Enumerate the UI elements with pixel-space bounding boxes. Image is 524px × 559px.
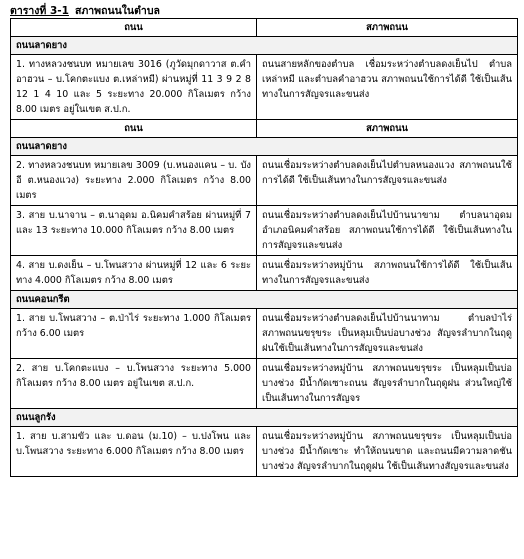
header-road: ถนน — [11, 19, 257, 37]
table-row — [11, 427, 518, 477]
table-row — [11, 206, 518, 256]
section-title-paved: ถนนลาดยาง — [11, 37, 518, 55]
condition-cell: ถนนเชื่อมระหว่างตำบลดงเย็นไปตำบลหนองแวง สภาพถนนใช้การได้ดี ใช้เป็นเส้นทางในการสัญจรและขนส่ง — [257, 156, 518, 206]
condition-cell: ถนนสายหลักของตำบล เชื่อมระหว่างตำบลดงเย็นไป ตำบลเหล่าหมี และตำบลคำอาฮวน สภาพถนนใช้การได้ดี ใช้เป็นเส้นทางในการสัญจรและขนส่ง — [257, 55, 518, 120]
road-cell: 2. สาย บ.โคกตะแบง – บ.โพนสวาง ระยะทาง 5.000 กิโลเมตร กว้าง 8.00 เมตร อยู่ในเขต ส.ป.ก. — [11, 359, 257, 409]
header-row — [11, 19, 518, 37]
table-row — [11, 55, 518, 120]
table-row — [11, 309, 518, 359]
section-title-laterite: ถนนลูกรัง — [11, 409, 518, 427]
road-cell: 1. สาย บ.สามขัว และ บ.ดอน (ม.10) – บ.ปงโพน และ บ.โพนสวาง ระยะทาง 6.000 กิโลเมตร กว้าง 8.00 เมตร — [11, 427, 257, 477]
condition-cell: ถนนเชื่อมระหว่างหมู่บ้าน สภาพถนนขรุขระ เป็นหลุมเป็นบ่อบางช่วง มีน้ำกัดเซาะถนน สัญจรลำบากในฤดูฝน ส่วนใหญ่ใช้เป็นเส้นทางในการสัญจร — [257, 359, 518, 409]
condition-cell: ถนนเชื่อมระหว่างหมู่บ้าน สภาพถนนใช้การได้ดี ใช้เป็นเส้นทางในการสัญจรและขนส่ง — [257, 256, 518, 291]
table-title: สภาพถนนในตำบล — [74, 5, 160, 17]
table-row — [11, 256, 518, 291]
condition-cell: ถนนเชื่อมระหว่างตำบลดงเย็นไปบ้านนาขาม ตำบลนาอุดม อำเภอนิคมคำสร้อย สภาพถนนใช้การได้ดี ใช้เป็นเส้นทางในการสัญจรและขนส่ง — [257, 206, 518, 256]
header-condition: สภาพถนน — [257, 19, 518, 37]
table-row — [11, 156, 518, 206]
section-row — [11, 37, 518, 55]
road-cell: 2. ทางหลวงชนบท หมายเลข 3009 (บ.หนองแคน – บ. บังอี ต.หนองแวง) ระยะทาง 2.000 กิโลเมตร กว้าง 8.00 เมตร — [11, 156, 257, 206]
header-condition: สภาพถนน — [257, 120, 518, 138]
header-row-repeat — [11, 120, 518, 138]
road-cell: 4. สาย บ.ดงเย็น – บ.โพนสวาง ผ่านหมู่ที่ 12 และ 6 ระยะทาง 4.000 กิโลเมตร กว้าง 8.00 เมตร — [11, 256, 257, 291]
section-row — [11, 291, 518, 309]
condition-cell: ถนนเชื่อมระหว่างหมู่บ้าน สภาพถนนขรุขระ เป็นหลุมเป็นบ่อบางช่วง มีน้ำกัดเซาะ ทำให้ถนนขาด และถนนมีความลาดชันบางช่วง สัญจรลำบากในฤดูฝน ใช้เป็นเส้นทางสัญจรและขนส่ง — [257, 427, 518, 477]
table-caption — [10, 2, 160, 19]
road-cell: 3. สาย บ.นาจาน – ต.นาอุดม อ.นิคมคำสร้อย ผ่านหมู่ที่ 7 และ 13 ระยะทาง 10.000 กิโลเมตร กว้าง 8.00 เมตร — [11, 206, 257, 256]
section-title-concrete: ถนนคอนกรีต — [11, 291, 518, 309]
road-cell: 1. ทางหลวงชนบท หมายเลข 3016 (ภูวัดมุกดาวาส ต.คำอาฮวน – บ.โคกตะแบง ต.เหล่าหมี) ผ่านหมู่ที่ 11 3 9 2 8 12 1 4 10 และ 5 ระยะทาง 20.000 กิโลเมตร กว้าง 8.00 เมตร อยู่ในเขต ส.ป.ก. — [11, 55, 257, 120]
table-row — [11, 359, 518, 409]
header-road: ถนน — [11, 120, 257, 138]
condition-cell: ถนนเชื่อมระหว่างตำบลดงเย็นไปบ้านนาทาม ตำบลป่าไร่ สภาพถนนขรุขระ เป็นหลุมเป็นบ่อบางช่วง สัญจรลำบากในฤดูฝนใช้เป็นเส้นทางในการสัญจรและขนส่ง — [257, 309, 518, 359]
road-cell: 1. สาย บ.โพนสวาง – ต.ป่าไร่ ระยะทาง 1.000 กิโลเมตร กว้าง 6.00 เมตร — [11, 309, 257, 359]
table-number-label: ตารางที่ 3-1 — [10, 5, 69, 17]
section-title-paved: ถนนลาดยาง — [11, 138, 518, 156]
road-condition-table — [10, 18, 518, 477]
section-row — [11, 409, 518, 427]
section-row — [11, 138, 518, 156]
